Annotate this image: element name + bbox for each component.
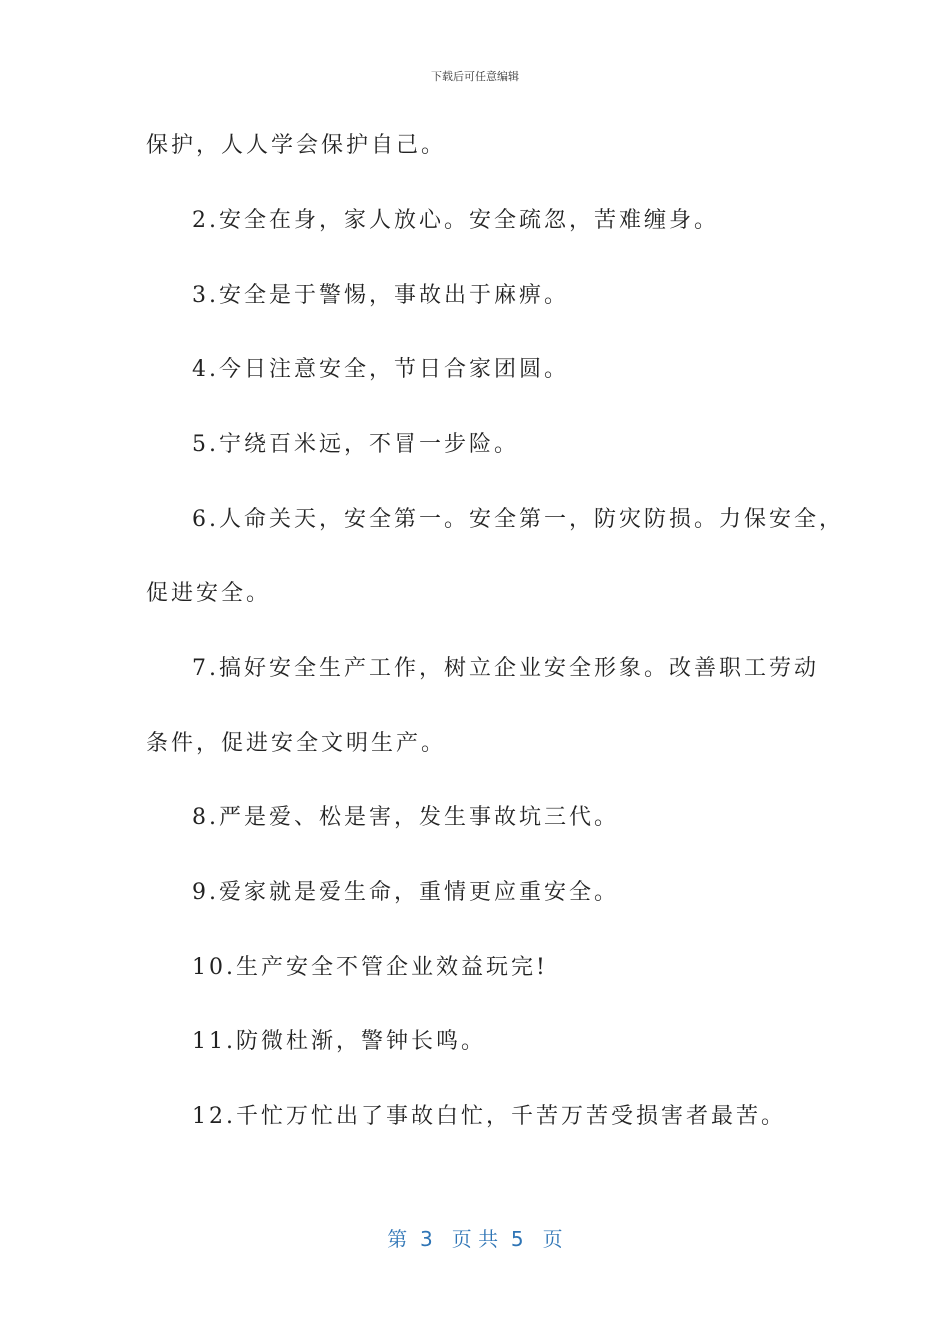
list-item: 5.宁绕百米远，不冒一步险。 — [192, 432, 519, 457]
list-item: 6.人命关天，安全第一。安全第一，防灾防损。力保安全， — [192, 507, 844, 532]
paragraph-line: 条件，促进安全文明生产。 — [146, 731, 447, 756]
header-note: 下载后可任意编辑 — [431, 70, 519, 83]
list-item: 11.防微杜渐，警钟长鸣。 — [192, 1029, 486, 1054]
page-number-footer: 第 3 页 共 5 页 — [387, 1227, 563, 1251]
list-item: 9.爱家就是爱生命，重情更应重安全。 — [192, 880, 619, 905]
list-item: 7.搞好安全生产工作，树立企业安全形象。改善职工劳动 — [192, 656, 819, 681]
list-item: 8.严是爱、松是害，发生事故坑三代。 — [192, 805, 619, 830]
paragraph-line: 促进安全。 — [146, 581, 272, 606]
list-item: 12.千忙万忙出了事故白忙，千苦万苦受损害者最苦。 — [192, 1104, 786, 1129]
list-item: 2.安全在身，家人放心。安全疏忽，苦难缠身。 — [192, 208, 719, 233]
list-item: 10.生产安全不管企业效益玩完! — [192, 955, 548, 980]
paragraph-line: 保护，人人学会保护自己。 — [146, 133, 447, 158]
list-item: 3.安全是于警惕，事故出于麻痹。 — [192, 283, 569, 308]
list-item: 4.今日注意安全，节日合家团圆。 — [192, 357, 569, 382]
